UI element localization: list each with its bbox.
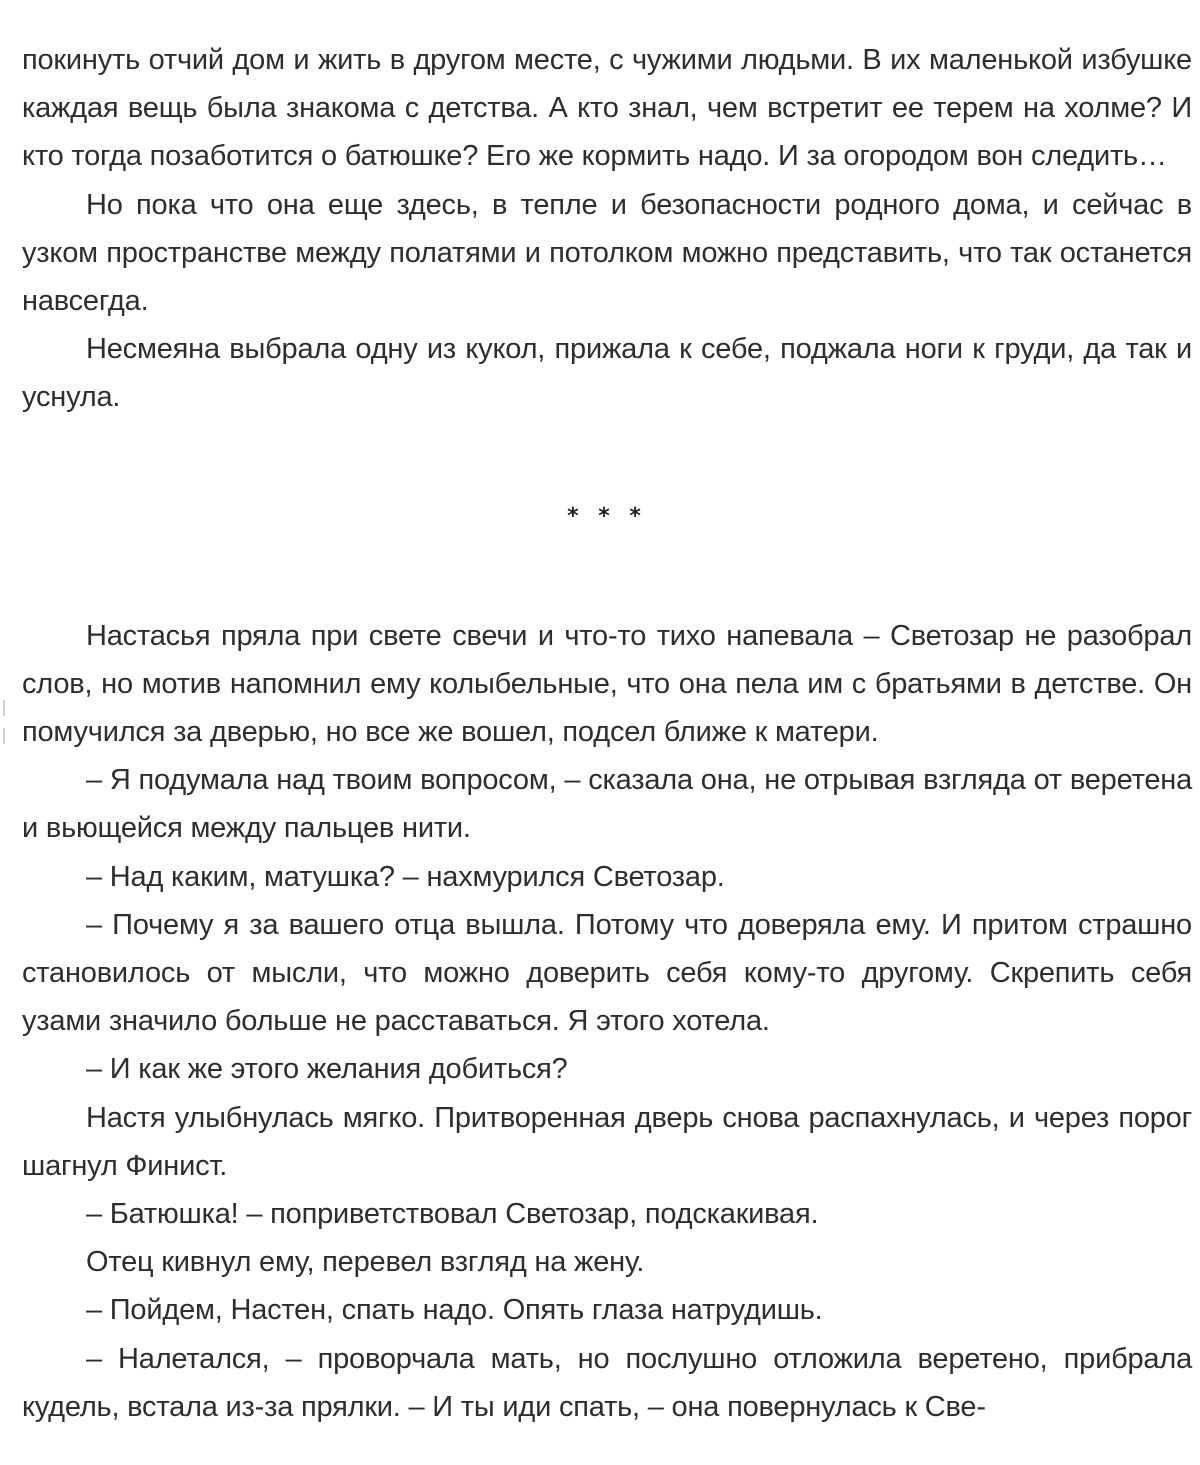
paragraph-3: Несмеяна выбрала одну из кукол, прижала к себе, поджала ноги к груди, да так и уснула. <box>22 333 1192 414</box>
paragraph-4: Настасья пряла при свете свечи и что-то тихо напевала – Светозар не разобрал слов, но мотив напомнил ему колыбельные, что она пела им с братьями в детстве. Он помучился за дверью, но все же вошел, подсел ближе к матери. <box>22 619 1192 749</box>
paragraph-8: – И как же этого желания добиться? <box>86 1053 568 1086</box>
paragraph-1: покинуть отчий дом и жить в другом месте, с чужими людьми. В их маленькой избушке каждая вещь была знакома с детства. А кто знал, чем встретит ее терем на холме? И кто тогда позаботится о батюшке? Его же кормить надо. И за огородом вон следить… <box>22 44 1192 173</box>
margin-tick <box>3 728 5 744</box>
paragraph-10: – Батюшка! – поприветствовал Светозар, подскакивая. <box>86 1198 819 1231</box>
paragraph-5: – Я подумала над твоим вопросом, – сказала она, не отрывая взгляда от веретена и вьющейся между пальцев нити. <box>22 764 1192 845</box>
paragraph-2: Но пока что она еще здесь, в тепле и безопасности родного дома, и сейчас в узком пространстве между полатями и потолком можно представить, что так останется навсегда. <box>22 188 1192 318</box>
scene-separator: * * * <box>567 503 647 529</box>
paragraph-11: Отец кивнул ему, перевел взгляд на жену. <box>86 1246 645 1279</box>
paragraph-9: Настя улыбнулась мягко. Притворенная дверь снова распахнулась, и через порог шагнул Финист. <box>22 1101 1192 1182</box>
margin-tick <box>3 700 5 716</box>
paragraph-7: – Почему я за вашего отца вышла. Потому что доверяла ему. И притом страшно становилось от мысли, что можно доверить себя кому-то другому. Скрепить себя узами значило больше не расставаться. Я этого хотела. <box>22 908 1192 1038</box>
paragraph-12: – Пойдем, Настен, спать надо. Опять глаза натрудишь. <box>86 1294 823 1327</box>
book-page <box>22 36 1192 1431</box>
paragraph-13: – Налетался, – проворчала мать, но послушно отложила веретено, прибрала кудель, встала из-за прялки. – И ты иди спать, – она повернулась к Све- <box>22 1342 1192 1423</box>
paragraph-6: – Над каким, матушка? – нахмурился Светозар. <box>86 860 725 893</box>
